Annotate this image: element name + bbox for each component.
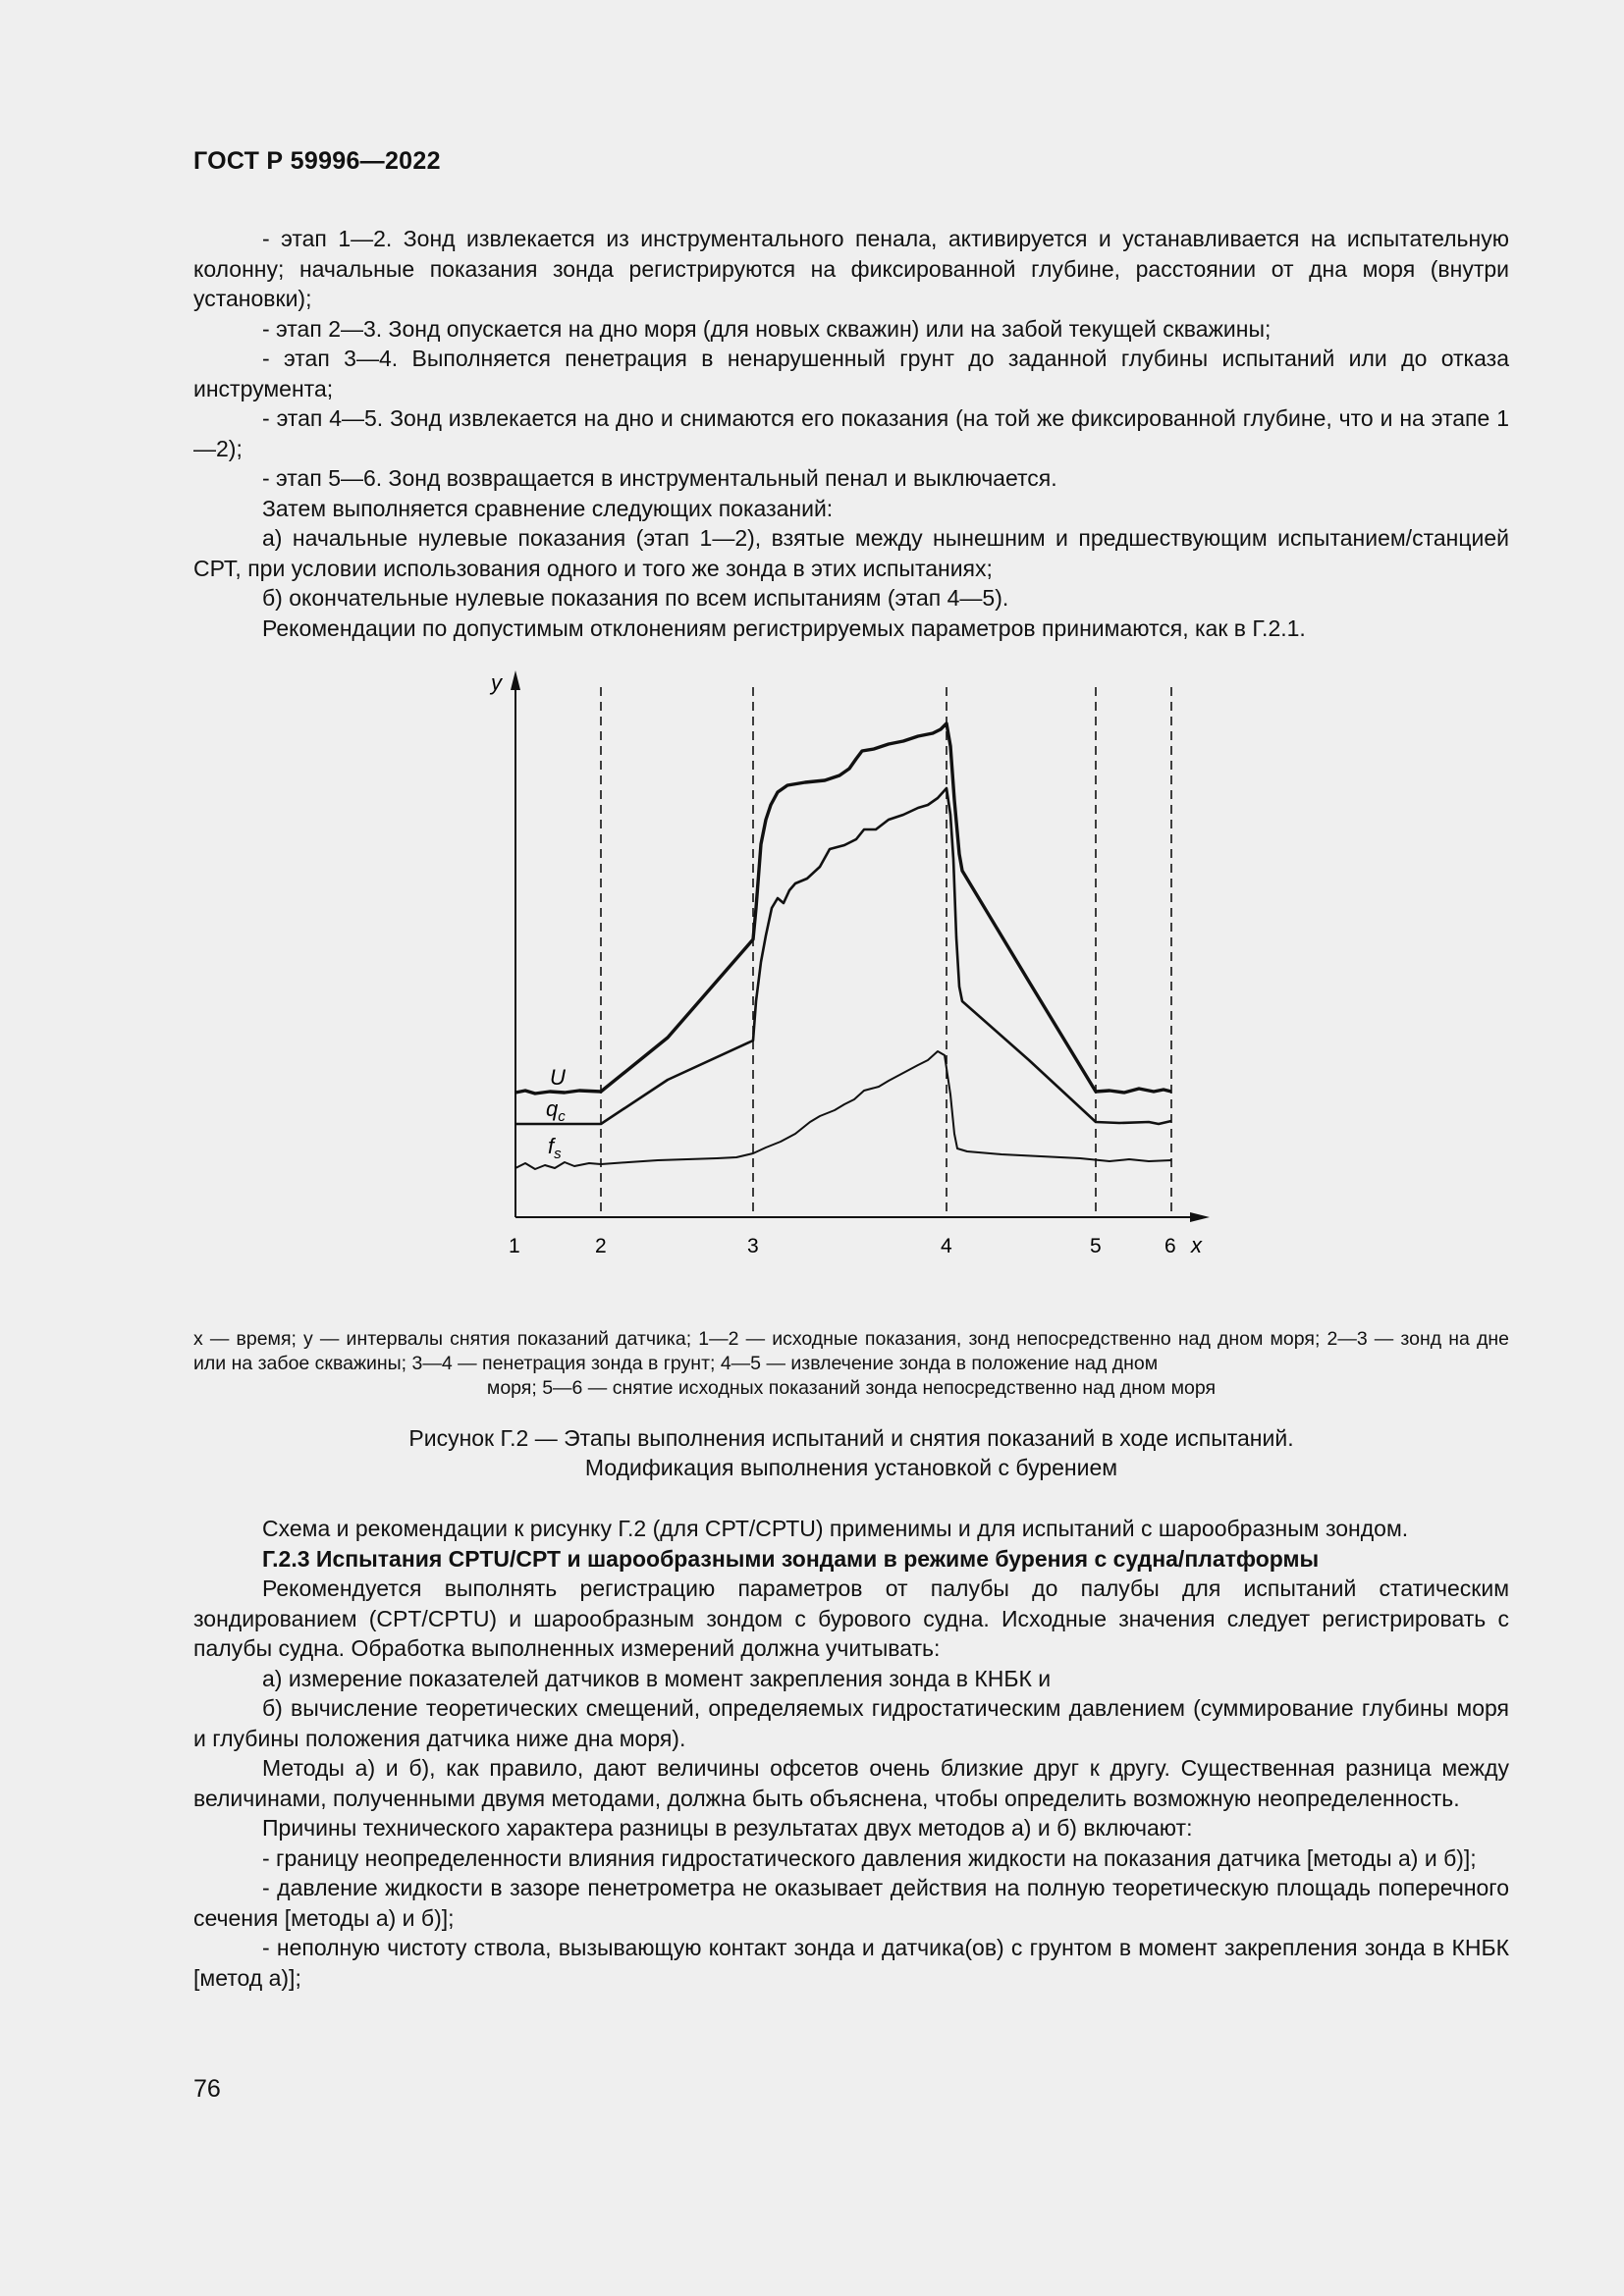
caption-line-1: Рисунок Г.2 — Этапы выполнения испытаний и снятия показаний в ходе испытаний. — [408, 1425, 1294, 1451]
section-heading — [193, 1544, 1509, 1575]
paragraph: Методы а) и б), как правило, дают величины офсетов очень близкие друг к другу. Существенная разница между величинами, полученными двумя методами, должна быть объяснена, чтобы определить возможную неопределенность. — [193, 1755, 1509, 1811]
paragraph: - этап 1—2. Зонд извлекается из инструментального пенала, активируется и устанавливается на испытательную колонну; начальные показания зонда регистрируются на фиксированной глубине, расстоянии от дна моря (внутри установки); — [193, 226, 1509, 311]
paragraph: - этап 2—3. Зонд опускается на дно моря (для новых скважин) или на забой текущей скважины; — [262, 315, 1272, 342]
curve-fs — [515, 1051, 1171, 1169]
label-u: U — [550, 1065, 566, 1090]
stage-label-6: 6 — [1164, 1235, 1176, 1257]
stage-boundaries — [601, 687, 1171, 1217]
paragraph: - этап 5—6. Зонд возвращается в инструментальный пенал и выключается. — [262, 465, 1057, 491]
stage-label-3: 3 — [747, 1235, 759, 1257]
document-header: ГОСТ Р 59996—2022 — [193, 147, 441, 175]
paragraph: Схема и рекомендации к рисунку Г.2 (для СРТ/СРТU) применимы и для испытаний с шарообразным зондом. — [262, 1516, 1409, 1541]
paragraph: - этап 3—4. Выполняется пенетрация в ненарушенный грунт до заданной глубины испытаний или до отказа инструмента; — [193, 346, 1509, 401]
legend-line-2: моря; 5—6 — снятие исходных показаний зонда непосредственно над дном моря — [486, 1377, 1217, 1399]
figure-legend — [193, 1327, 1509, 1401]
label-fs-main: f — [548, 1134, 555, 1158]
section-g23 — [193, 1514, 1509, 1993]
section-heading-text: Г.2.3 Испытания СРТU/СРТ и шарообразными зондами в режиме бурения с судна/платформы — [262, 1545, 1320, 1572]
paragraph: - давление жидкости в зазоре пенетрометра не оказывает действия на полную теоретическую площадь поперечного сечения [методы а) и б)]; — [193, 1875, 1509, 1931]
legend-line-1: x — время; y — интервалы снятия показаний датчика; 1—2 — исходные показания, зонд непосредственно над дном моря; 2—3 — зонд на дне или на забое скважины; 3—4 — пенетрация зонда в грунт; 4—5 — извлечение зонда в положение над дном — [193, 1328, 1509, 1374]
x-axis-label: x — [1191, 1233, 1202, 1257]
label-fs — [548, 1134, 562, 1162]
paragraph: б) окончательные нулевые показания по всем испытаниям (этап 4—5). — [262, 585, 1009, 611]
x-axis-arrow — [1190, 1212, 1210, 1222]
stage-label-5: 5 — [1090, 1235, 1102, 1257]
label-fs-sub: s — [554, 1146, 562, 1162]
stage-label-2: 2 — [595, 1235, 607, 1257]
stage-diagram — [471, 663, 1218, 1271]
label-qc-main: q — [546, 1096, 559, 1121]
figure-g2 — [471, 663, 1218, 1271]
paragraph: б) вычисление теоретических смещений, определяемых гидростатическим давлением (суммирование глубины моря и глубины положения датчика ниже дна моря). — [193, 1695, 1509, 1751]
stage-description — [193, 224, 1509, 643]
caption-line-2: Модификация выполнения установкой с бурением — [584, 1455, 1118, 1480]
paragraph: Рекомендации по допустимым отклонениям регистрируемых параметров принимаются, как в Г.2.1. — [262, 614, 1306, 641]
label-qc — [546, 1096, 566, 1125]
y-axis-label: y — [491, 670, 502, 695]
paragraph: Рекомендуется выполнять регистрацию параметров от палубы до палубы для испытаний статическим зондированием (CPT/CPTU) и шарообразным зондом с бурового судна. Исходные значения следует регистрировать с палубы судна. Обработка выполненных измерений должна учитывать: — [193, 1575, 1509, 1661]
label-qc-sub: c — [558, 1108, 566, 1125]
paragraph: а) измерение показателей датчиков в момент закрепления зонда в КНБК и — [262, 1665, 1052, 1691]
curve-qc — [515, 788, 1171, 1124]
curve-u — [515, 723, 1171, 1094]
paragraph: а) начальные нулевые показания (этап 1—2), взятые между нынешним и предшествующим испытанием/станцией СРТ, при условии использования одного и того же зонда в этих испытаниях; — [193, 525, 1509, 581]
y-axis-arrow — [511, 670, 520, 690]
paragraph: - границу неопределенности влияния гидростатического давления жидкости на показания датчика [методы а) и б)]; — [262, 1844, 1477, 1871]
page-number: 76 — [193, 2075, 221, 2103]
paragraph: Причины технического характера разницы в результатах двух методов а) и б) включают: — [262, 1815, 1193, 1841]
paragraph: Затем выполняется сравнение следующих показаний: — [262, 495, 834, 521]
stage-label-4: 4 — [941, 1235, 952, 1257]
paragraph: - неполную чистоту ствола, вызывающую контакт зонда и датчика(ов) с грунтом в момент закрепления зонда в КНБК [метод а)]; — [193, 1935, 1509, 1991]
paragraph: - этап 4—5. Зонд извлекается на дно и снимаются его показания (на той же фиксированной глубине, что и на этапе 1—2); — [193, 405, 1509, 461]
stage-label-1: 1 — [509, 1235, 520, 1257]
figure-caption — [193, 1423, 1509, 1482]
